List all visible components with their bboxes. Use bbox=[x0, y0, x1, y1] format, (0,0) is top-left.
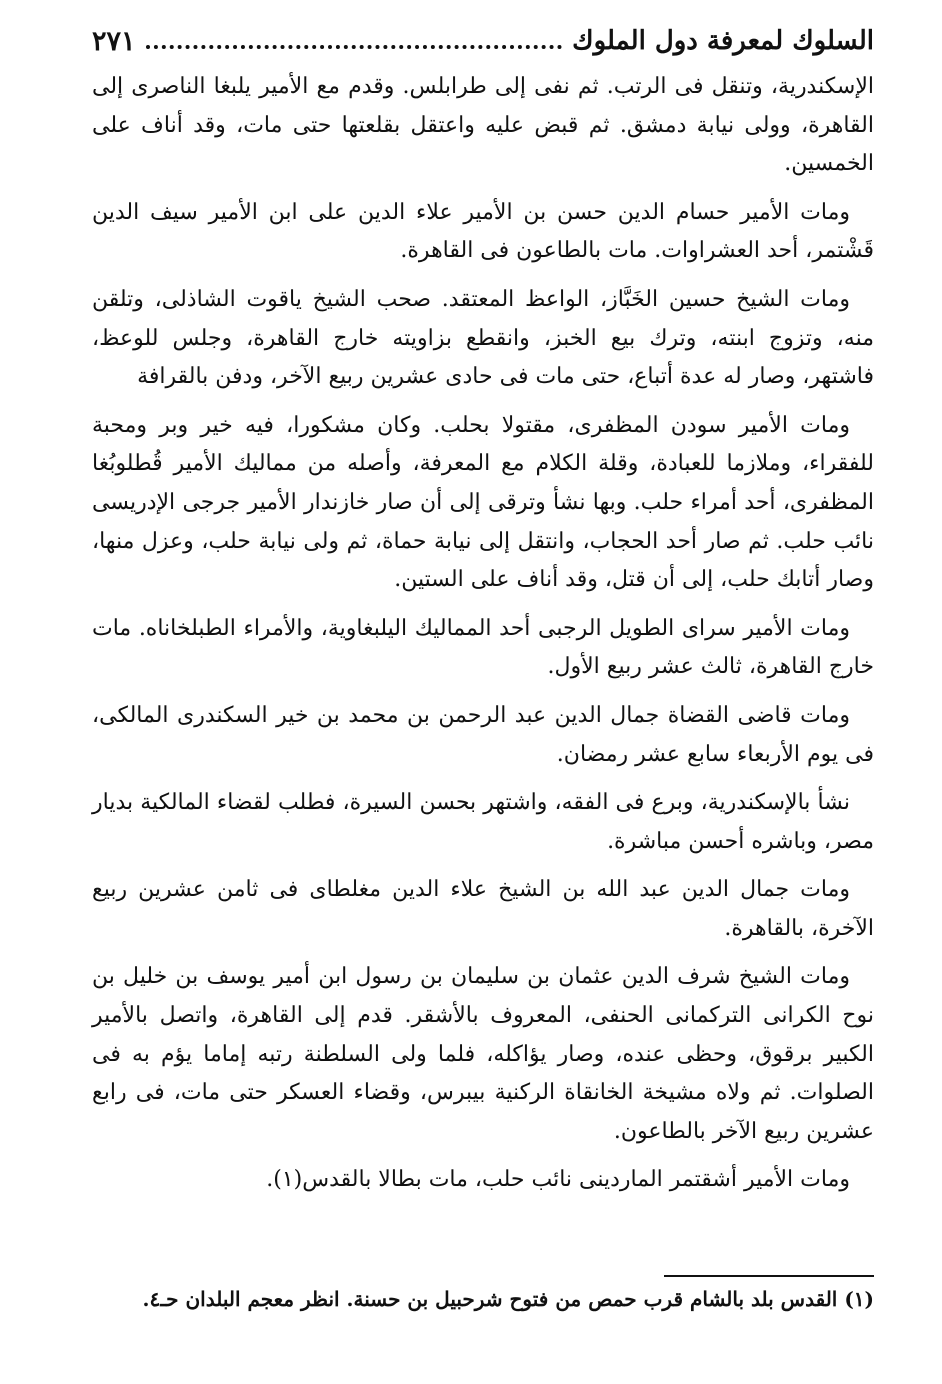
paragraph: نشأ بالإسكندرية، وبرع فى الفقه، واشتهر بحسن السيرة، فطلب لقضاء المالكية بديار مصر، وباشره أحسن مباشرة. bbox=[92, 790, 874, 854]
paragraph: ومات الأمير حسام الدين حسن بن الأمير علاء الدين على ابن الأمير سيف الدين قَشْتمر، أحد العشراوات. مات بالطاعون فى القاهرة. bbox=[92, 199, 874, 264]
paragraph: الإسكندرية، وتنقل فى الرتب. ثم نفى إلى طرابلس. وقدم مع الأمير يلبغا الناصرى إلى القاهرة، وولى نيابة دمشق. ثم قبض عليه واعتقل بقلعتها حتى مات، وقد أناف على الخمسين. bbox=[92, 74, 874, 177]
paragraph: ومات الأمير سودن المظفرى، مقتولا بحلب. وكان مشكورا، فيه خير وبر ومحبة للفقراء، وملازما للعبادة، وقلة الكلام مع المعرفة، وأصله من مماليك الأمير قُطلوبُغا المظفرى، أحد أمراء حلب. وبها نشأ وترقى إلى أن صار خازندار الأمير جرجى الإدريسى نائب حلب. ثم صار أحد الحجاب، وانتقل إلى نيابة حماة، ثم ولى نيابة حلب، وعزل منها، وصار أتابك حلب، إلى أن قتل، وقد أناف على الستين. bbox=[92, 412, 874, 593]
footnote: (١) القدس بلد بالشام قرب حمص من فتوح شرحبيل بن حسنة. انظر معجم البلدان حـ٤. bbox=[142, 1287, 874, 1311]
main-text bbox=[92, 68, 874, 1210]
paragraph: ومات الأمير سراى الطويل الرجبى أحد المماليك اليلبغاوية، والأمراء الطبلخاناه. مات خارج القاهرة، ثالث عشر ربيع الأول. bbox=[92, 615, 874, 680]
running-header bbox=[92, 18, 874, 64]
footnote-divider bbox=[664, 1275, 874, 1277]
paragraph: ومات الشيخ حسين الخَبَّاز، الواعظ المعتقد. صحب الشيخ ياقوت الشاذلى، وتلقن منه، وتزوج ابنته، وترك بيع الخبز، وانقطع بزاويته خارج القاهرة، وجلس للوعظ، فاشتهر، وصار له عدة أتباع، حتى مات فى حادى عشرين ربيع الآخر، ودفن بالقرافة bbox=[92, 286, 874, 390]
paragraph: ومات قاضى القضاة جمال الدين عبد الرحمن بن محمد بن خير السكندرى المالكى، فى يوم الأربعاء سابع عشر رمضان. bbox=[92, 702, 874, 767]
paragraph: ومات الأمير أشقتمر الماردينى نائب حلب، مات بطالا بالقدس(١). bbox=[266, 1167, 850, 1193]
dotted-leader bbox=[146, 45, 563, 49]
page-number: ٢٧١ bbox=[92, 25, 136, 57]
paragraph: ومات جمال الدين عبد الله بن الشيخ علاء الدين مغلطاى فى ثامن عشرين ربيع الآخرة، بالقاهرة. bbox=[92, 877, 874, 941]
paragraph: ومات الشيخ شرف الدين عثمان بن سليمان بن رسول ابن أمير يوسف بن خليل بن نوح الكرانى التركمانى الحنفى، المعروف بالأشقر. قدم إلى القاهرة، واتصل بالأمير الكبير برقوق، وحظى عنده، وصار يؤاكله، فلما ولى السلطنة رتبه إماما يؤم به فى الصلوات. ثم ولاه مشيخة الخانقاة الركنية بيبرس، وقضاء العسكر حتى مات، فى رابع عشرين ربيع الآخر بالطاعون. bbox=[92, 964, 874, 1144]
running-title: السلوك لمعرفة دول الملوك bbox=[572, 26, 874, 56]
